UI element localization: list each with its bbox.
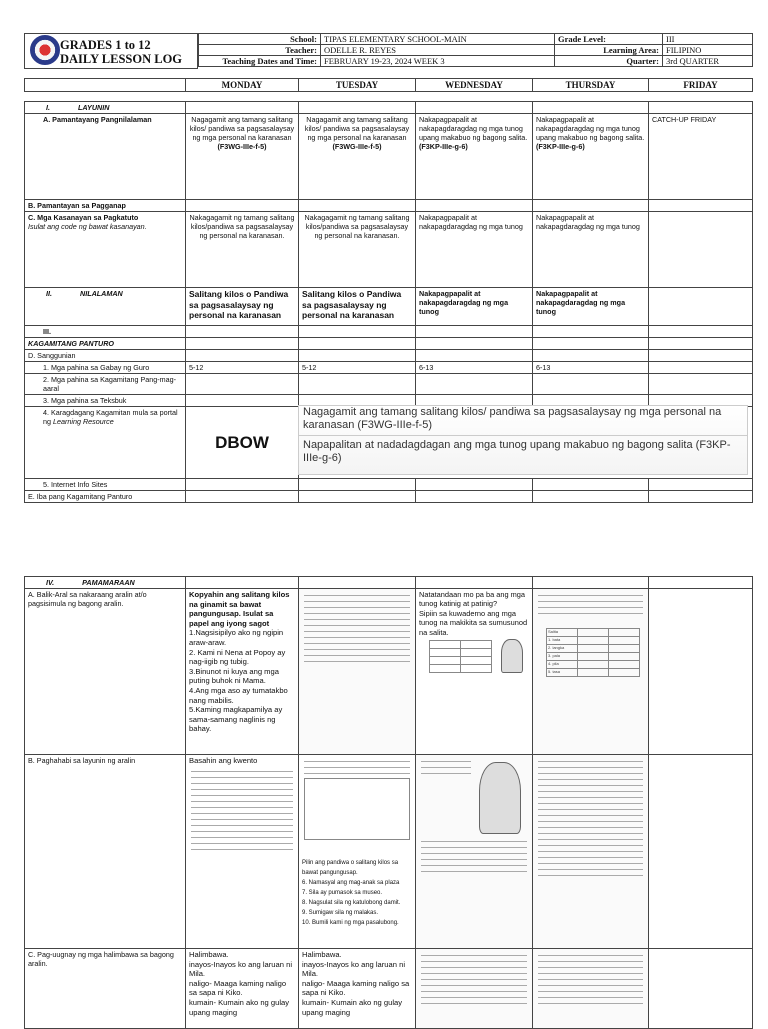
area-label: Learning Area: [555, 45, 663, 56]
a-thursday: Nakapagpapalit at nakapagdaragdag ng mga tunog upang makabuo ng bagong salita. (F3KP-IIIe-g-6) [533, 114, 649, 200]
d1-tuesday: 5-12 [299, 362, 416, 374]
worksheet-image-wednesday-c [416, 949, 533, 1029]
kagamitang-panturo-heading: KAGAMITANG PANTURO [25, 338, 186, 350]
c-monday-examples: Halimbawa. inayos-Inayos ko ang laruan ni Mila. naligo- Maaga kaming naligo sa sapa ni Kiko. kumain- Kumain ako ng gulay upang maging [186, 949, 299, 1029]
a-monday: Nagagamit ang tamang salitang kilos/ pandiwa sa pagsasalaysay ng mga personal na karanasan (F3WG-IIIe-f-5) [186, 114, 299, 200]
karagdagang-kagamitan-label: 4. Karagdagang Kagamitan mula sa portal ng Learning Resource [25, 407, 186, 479]
nilalaman-heading: II. NILALAMAN [25, 288, 186, 326]
a-wednesday-activity: Natatandaan mo pa ba ang mga tunog katinig at patinig? Sipiin sa kuwaderno ang mga tunog na makikita sa sumusunod na salita. [416, 589, 533, 755]
teksbuk-label: 3. Mga pahina sa Teksbuk [25, 395, 186, 407]
c-wednesday: Nakapagpapalit at nakapagdaragdag ng mga tunog [416, 212, 533, 288]
pamantayan-sa-pagganap-label: B. Pamantayan sa Pagganap [25, 200, 186, 212]
header-meta-table [198, 33, 753, 67]
school-value: TIPAS ELEMENTARY SCHOOL-MAIN [321, 34, 555, 45]
c-tuesday: Nakagagamit ng tamang salitang kilos/pandiwa sa pagsasalaysay ng personal na karanasan. [299, 212, 416, 288]
school-label: School: [199, 34, 321, 45]
gabay-ng-guro-label: 1. Mga pahina sa Gabay ng Guro [25, 362, 186, 374]
a-friday: CATCH-UP FRIDAY [649, 114, 753, 200]
quarter-label: Quarter: [555, 56, 663, 67]
banner-competency-1: Nagagamit ang tamang salitang kilos/ pandiwa sa pagsasalaysay ng mga personal na karanasan (F3WG-IIIe-f-5) [303, 406, 722, 431]
layunin-heading: I. LAYUNIN [25, 102, 186, 114]
kasanayan-label: C. Mga Kasanayan sa Pagkatuto Isulat ang code ng bawat kasanayan. [25, 212, 186, 288]
ws-thu-item-3: 3. pala [547, 653, 578, 661]
grade-label: Grade Level: [555, 34, 663, 45]
c-thursday: Nakapagpapalit at nakapagdaragdag ng mga tunog [533, 212, 649, 288]
procedure-table [24, 576, 753, 1029]
child-figure-image [501, 639, 523, 673]
teacher-value: ODELLE R. REYES [321, 45, 555, 56]
day-monday: MONDAY [186, 79, 299, 92]
b-tuesday-worksheet: Pilin ang pandiwa o salitang kilos sa bawat pangungusap. 6. Namasyal ang mag-anak sa plaza 7. Sila ay pumasok sa museo. 8. Nagsulat sila ng katulobong damit. 9. Sumigaw sila ng malakas. 10. Bumili kami ng mga pasalubong. [299, 755, 416, 949]
day-thursday: THURSDAY [533, 79, 649, 92]
day-friday: FRIDAY [649, 79, 753, 92]
title-frame [24, 33, 198, 69]
sound-table-image [429, 640, 492, 673]
competency-banner-image [298, 405, 748, 475]
a-tuesday: Nagagamit ang tamang salitang kilos/ pandiwa sa pagsasalaysay ng mga personal na karanasan (F3WG-IIIe-f-5) [299, 114, 416, 200]
dbow-label: DBOW [186, 407, 299, 479]
grade-value: III [663, 34, 753, 45]
day-tuesday: TUESDAY [299, 79, 416, 92]
ws-thu-item-4: 4. pila [547, 661, 578, 669]
day-header-row [24, 78, 753, 92]
worksheet-image-thursday-a: Salita 1. bata 2. langka 3. pala 4. pila 5. tasa [533, 589, 649, 755]
nil-thursday: Nakapagpapalit at nakapagdaragdag ng mga tunog [533, 288, 649, 326]
ws-thu-item-1: 1. bata [547, 637, 578, 645]
day-wednesday: WEDNESDAY [416, 79, 533, 92]
kagamitang-pang-mag-aaral-label: 2. Mga pahina sa Kagamitang Pang-mag-aaral [25, 374, 186, 395]
iii-heading: III. [25, 326, 186, 338]
child-at-window-image [479, 762, 521, 834]
worksheet-image-thursday-b [533, 755, 649, 949]
d1-monday: 5-12 [186, 362, 299, 374]
d1-wednesday: 6-13 [416, 362, 533, 374]
d1-thursday: 6-13 [533, 362, 649, 374]
c-tuesday-examples: Halimbawa. inayos-Inayos ko ang laruan ni Mila. naligo- Maaga kaming naligo sa sapa ni Kiko. kumain- Kumain ako ng gulay upang maging [299, 949, 416, 1029]
worksheet-image-tuesday-a [299, 589, 416, 755]
nil-wednesday: Nakapagpapalit at nakapagdaragdag ng mga tunog [416, 288, 533, 326]
balik-aral-label: A. Balik-Aral sa nakaraang aralin at/o pagsisimula ng bagong aralin. [25, 589, 186, 755]
nil-monday: Salitang kilos o Pandiwa sa pagsasalaysay ng personal na karanasan [186, 288, 299, 326]
ws-thu-item-5: 5. tasa [547, 669, 578, 677]
b-monday-activity: Basahin ang kwento [186, 755, 299, 949]
teacher-label: Teacher: [199, 45, 321, 56]
ws-thu-item-2: 2. langka [547, 645, 578, 653]
dates-label: Teaching Dates and Time: [199, 56, 321, 67]
pamamaraan-heading: IV. PAMAMARAAN [25, 577, 186, 589]
internet-info-sites-label: 5. Internet Info Sites [25, 479, 186, 491]
pamantayang-pangnilalaman-label: A. Pamantayang Pangnilalaman [25, 114, 186, 200]
nil-tuesday: Salitang kilos o Pandiwa sa pagsasalaysay ng personal na karanasan [299, 288, 416, 326]
worksheet-image-thursday-c [533, 949, 649, 1029]
area-value: FILIPINO [663, 45, 753, 56]
dates-value: FEBRUARY 19-23, 2024 WEEK 3 [321, 56, 555, 67]
worksheet-image-wednesday-b [416, 755, 533, 949]
c-monday: Nakagagamit ng tamang salitang kilos/pandiwa sa pagsasalaysay ng personal na karanasan. [186, 212, 299, 288]
iba-pang-kagamitan-label: E. Iba pang Kagamitang Panturo [25, 491, 186, 503]
paghahabi-label: B. Paghahabi sa layunin ng aralin [25, 755, 186, 949]
quarter-value: 3rd QUARTER [663, 56, 753, 67]
banner-competency-2: Napapalitan at nadadagdagan ang mga tunog upang makabuo ng bagong salita (F3KP-IIIe-g-6) [303, 439, 731, 464]
pag-uugnay-label: C. Pag-uugnay ng mga halimbawa sa bagong aralin. [25, 949, 186, 1029]
sanggunian-label: D. Sanggunian [25, 350, 186, 362]
a-monday-activity: Kopyahin ang salitang kilos na ginamit sa bawat pangungusap. Isulat sa papel ang iyong sagot 1.Nagsisipilyo ako ng ngipin araw-araw. 2. Kami ni Nena at Popoy ay nag-iigib ng tubig. 3.Binunot ni kuya ang mga puting buhok ni Mama. 4.Ang mga aso ay tumatakbo nang mabilis. 5.Kaming magkapamilya ay sama-samang naglinis ng bahay. [186, 589, 299, 755]
title-line-1: GRADES 1 to 12 [60, 38, 151, 52]
title-line-2: DAILY LESSON LOG [60, 52, 183, 66]
a-wednesday: Nakapagpapalit at nakapagdaragdag ng mga tunog upang makabuo ng bagong salita. (F3KP-IIIe-g-6) [416, 114, 533, 200]
